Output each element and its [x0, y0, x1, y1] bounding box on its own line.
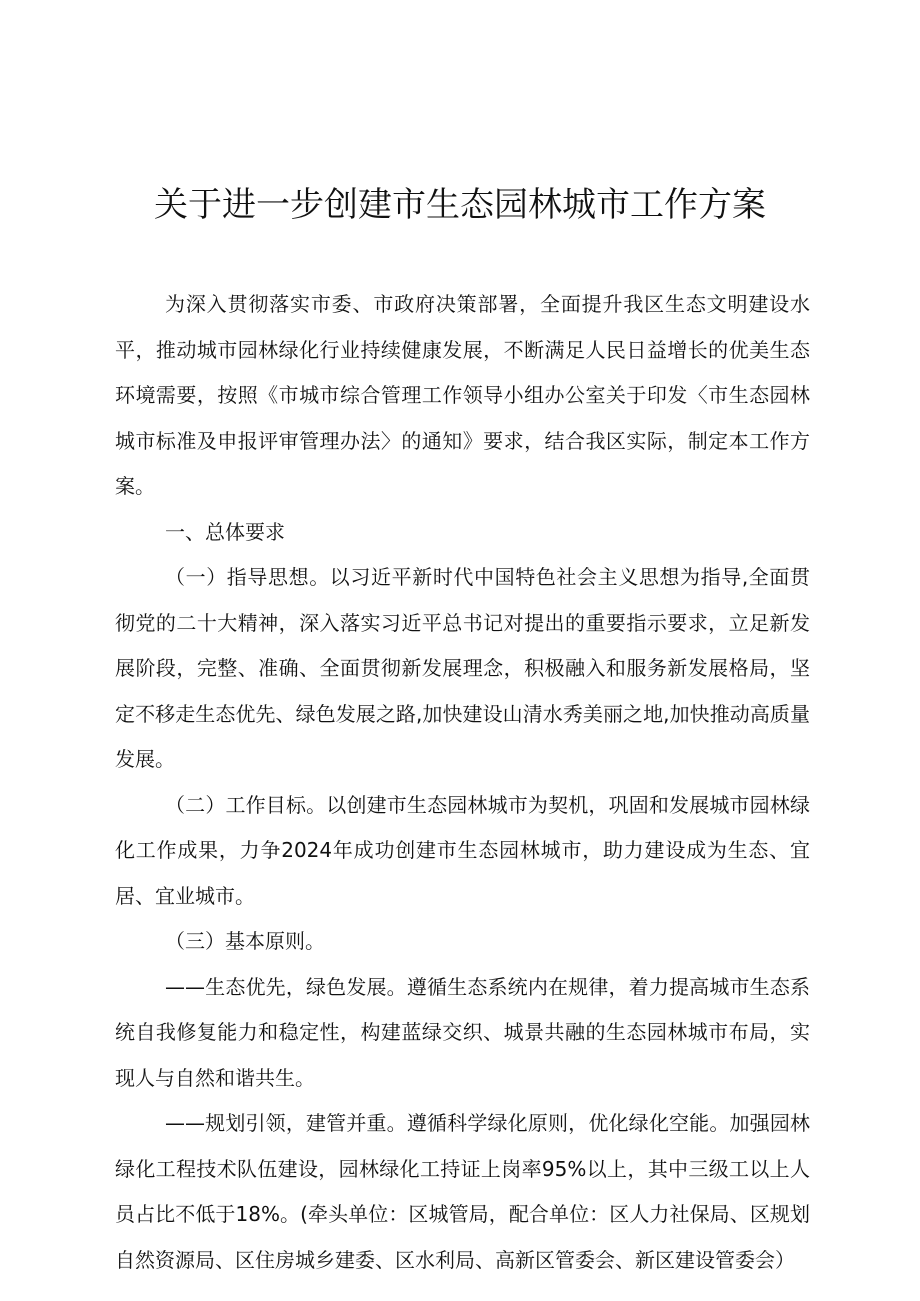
paragraph-work-goals: （二）工作目标。以创建市生态园林城市为契机，巩固和发展城市园林绿化工作成果，力争2024年成功创建市生态园林城市，助力建设成为生态、宜居、宜业城市。 — [115, 792, 810, 908]
paragraph-guiding-ideology: （一）指导思想。以习近平新时代中国特色社会主义思想为指导,全面贯彻党的二十大精神，深入落实习近平总书记对提出的重要指示要求，立足新发展阶段，完整、准确、全面贯彻新发展理念，积极融入和服务新发展格局，坚定不移走生态优先、绿色发展之路,加快建设山清水秀美丽之地,加快推动高质量发展。 — [115, 565, 810, 771]
paragraph-principle-planning-led: ——规划引领，建管并重。遵循科学绿化原则，优化绿化空能。加强园林绿化工程技术队伍建设，园林绿化工持证上岗率95%以上，其中三级工以上人员占比不低于18%。(牵头单位：区城管局，配合单位：区人力社保局、区规划自然资源局、区住房城乡建委、区水利局、高新区管委会、新区建设管委会） — [115, 1111, 810, 1272]
paragraph-principle-ecology-first: ——生态优先，绿色发展。遵循生态系统内在规律，着力提高城市生态系统自我修复能力和稳定性，构建蓝绿交织、城景共融的生态园林城市布局，实现人与自然和谐共生。 — [115, 974, 810, 1090]
paragraph-basic-principles: （三）基本原则。 — [165, 929, 325, 953]
document-body — [115, 282, 810, 1283]
document-title: 关于进一步创建市生态园林城市工作方案 — [154, 185, 766, 225]
intro-paragraph: 为深入贯彻落实市委、市政府决策部署，全面提升我区生态文明建设水平，推动城市园林绿化行业持续健康发展，不断满足人民日益增长的优美生态环境需要，按照《市城市综合管理工作领导小组办公室关于印发〈市生态园林城市标准及申报评审管理办法〉的通知》要求，结合我区实际，制定本工作方案。 — [115, 292, 810, 498]
section-heading-general-requirements: 一、总体要求 — [165, 519, 285, 544]
